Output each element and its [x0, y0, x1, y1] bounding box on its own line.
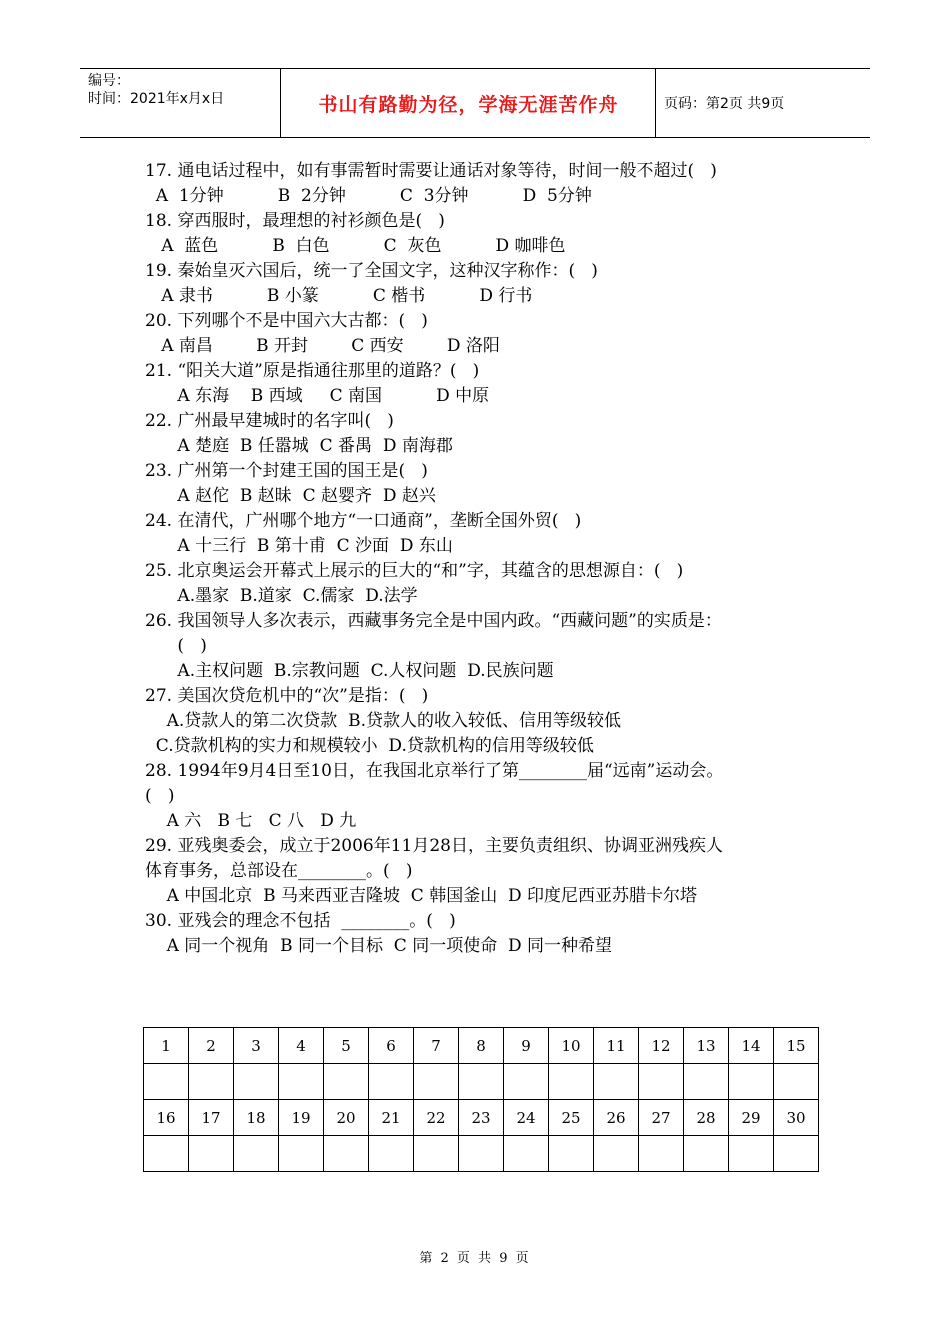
grid-number: 23	[459, 1100, 504, 1136]
grid-number: 10	[549, 1028, 594, 1064]
answer-cell[interactable]	[549, 1136, 594, 1172]
question-line: 19. 秦始皇灭六国后，统一了全国文字，这种汉字称作：( )	[145, 261, 598, 281]
header-meta	[80, 69, 281, 137]
option-line: A 隶书 B 小篆 C 楷书 D 行书	[145, 286, 533, 306]
answer-cell[interactable]	[684, 1064, 729, 1100]
question-line: 25. 北京奥运会开幕式上展示的巨大的“和”字，其蕴含的思想源自：( )	[145, 561, 684, 581]
grid-number: 13	[684, 1028, 729, 1064]
grid-number: 14	[729, 1028, 774, 1064]
option-line: A 十三行 B 第十甫 C 沙面 D 东山	[145, 536, 453, 556]
answer-cell[interactable]	[729, 1136, 774, 1172]
answer-cell[interactable]	[774, 1064, 819, 1100]
answer-cell[interactable]	[144, 1064, 189, 1100]
question-line: 22. 广州最早建城时的名字叫( )	[145, 411, 394, 431]
question-line: 20. 下列哪个不是中国六大古都：( )	[145, 311, 428, 331]
question-line: 21. “阳关大道”原是指通往那里的道路？( )	[145, 361, 480, 381]
option-line: A 六 B 七 C 八 D 九	[145, 811, 357, 831]
grid-number: 2	[189, 1028, 234, 1064]
option-line: A 楚庭 B 任嚣城 C 番禺 D 南海郡	[145, 436, 453, 456]
question-line: 26. 我国领导人多次表示，西藏事务完全是中国内政。“西藏问题”的实质是：	[145, 611, 722, 631]
answer-cell[interactable]	[324, 1136, 369, 1172]
answer-cell[interactable]	[144, 1136, 189, 1172]
code-label: 编号：	[88, 73, 130, 89]
grid-number: 4	[279, 1028, 324, 1064]
answer-cell[interactable]	[594, 1064, 639, 1100]
option-line: A 南昌 B 开封 C 西安 D 洛阳	[145, 336, 500, 356]
answer-cell[interactable]	[774, 1136, 819, 1172]
question-line: 18. 穿西服时，最理想的衬衫颜色是( )	[145, 211, 445, 231]
option-line: A.主权问题 B.宗教问题 C.人权问题 D.民族问题	[145, 661, 554, 681]
grid-number: 15	[774, 1028, 819, 1064]
option-line: A 同一个视角 B 同一个目标 C 同一项使命 D 同一种希望	[145, 936, 613, 956]
answer-cell[interactable]	[414, 1136, 459, 1172]
question-line: ( )	[145, 636, 207, 656]
answer-cell[interactable]	[369, 1136, 414, 1172]
grid-number: 28	[684, 1100, 729, 1136]
grid-number: 19	[279, 1100, 324, 1136]
header-page-info: 页码：第2页 共9页	[664, 96, 785, 112]
grid-number: 8	[459, 1028, 504, 1064]
option-line: A.墨家 B.道家 C.儒家 D.法学	[145, 586, 418, 606]
grid-number: 21	[369, 1100, 414, 1136]
option-line: A 东海 B 西域 C 南国 D 中原	[145, 386, 490, 406]
grid-number: 5	[324, 1028, 369, 1064]
grid-number: 9	[504, 1028, 549, 1064]
grid-number: 11	[594, 1028, 639, 1064]
answer-cell[interactable]	[594, 1136, 639, 1172]
grid-number: 25	[549, 1100, 594, 1136]
question-line: 29. 亚残奥委会，成立于2006年11月28日，主要负责组织、协调亚洲残疾人	[145, 836, 723, 856]
answer-cell[interactable]	[234, 1136, 279, 1172]
grid-number: 30	[774, 1100, 819, 1136]
grid-number: 1	[144, 1028, 189, 1064]
answer-cell[interactable]	[459, 1136, 504, 1172]
header-motto: 书山有路勤为径，学海无涯苦作舟	[282, 69, 656, 137]
option-line: A 1分钟 B 2分钟 C 3分钟 D 5分钟	[145, 186, 592, 206]
answer-cell[interactable]	[459, 1064, 504, 1100]
question-line: 28. 1994年9月4日至10日，在我国北京举行了第________届“远南”运动会。	[145, 761, 724, 781]
answer-cell[interactable]	[189, 1064, 234, 1100]
grid-number: 12	[639, 1028, 684, 1064]
answer-cell[interactable]	[324, 1064, 369, 1100]
grid-number: 24	[504, 1100, 549, 1136]
grid-number: 16	[144, 1100, 189, 1136]
option-line: A 中国北京 B 马来西亚吉隆坡 C 韩国釜山 D 印度尼西亚苏腊卡尔塔	[145, 886, 698, 906]
grid-number: 29	[729, 1100, 774, 1136]
answer-cell[interactable]	[639, 1064, 684, 1100]
grid-number: 18	[234, 1100, 279, 1136]
grid-number: 7	[414, 1028, 459, 1064]
question-line: 23. 广州第一个封建王国的国王是( )	[145, 461, 428, 481]
question-line: 24. 在清代，广州哪个地方“一口通商”，垄断全国外贸( )	[145, 511, 582, 531]
answer-grid	[143, 1027, 819, 1172]
grid-number: 6	[369, 1028, 414, 1064]
answer-cell[interactable]	[189, 1136, 234, 1172]
answer-cell[interactable]	[504, 1064, 549, 1100]
question-line: 30. 亚残会的理念不包括 ________。( )	[145, 911, 456, 931]
answer-cell[interactable]	[549, 1064, 594, 1100]
grid-number: 3	[234, 1028, 279, 1064]
question-line: 17. 通电话过程中，如有事需暂时需要让通话对象等待，时间一般不超过( )	[145, 161, 717, 181]
page-footer: 第 2 页 共 9 页	[419, 1251, 531, 1266]
grid-answer-row	[144, 1064, 819, 1100]
question-line: 27. 美国次贷危机中的“次”是指：( )	[145, 686, 429, 706]
grid-number: 17	[189, 1100, 234, 1136]
answer-cell[interactable]	[369, 1064, 414, 1100]
option-line: A.贷款人的第二次贷款 B.贷款人的收入较低、信用等级较低	[145, 711, 621, 731]
grid-number-row	[144, 1100, 819, 1136]
page-header	[80, 68, 870, 138]
grid-number: 27	[639, 1100, 684, 1136]
option-line: A 赵佗 B 赵昧 C 赵婴齐 D 赵兴	[145, 486, 436, 506]
answer-cell[interactable]	[639, 1136, 684, 1172]
question-line: ( )	[145, 786, 175, 806]
option-line: C.贷款机构的实力和规模较小 D.贷款机构的信用等级较低	[145, 736, 594, 756]
answer-cell[interactable]	[729, 1064, 774, 1100]
answer-cell[interactable]	[504, 1136, 549, 1172]
answer-cell[interactable]	[279, 1064, 324, 1100]
option-line: A 蓝色 B 白色 C 灰色 D 咖啡色	[145, 236, 566, 256]
grid-number: 22	[414, 1100, 459, 1136]
answer-cell[interactable]	[414, 1064, 459, 1100]
grid-number: 26	[594, 1100, 639, 1136]
grid-number: 20	[324, 1100, 369, 1136]
answer-cell[interactable]	[684, 1136, 729, 1172]
question-line: 体育事务，总部设在________。( )	[145, 861, 413, 881]
answer-cell[interactable]	[234, 1064, 279, 1100]
answer-cell[interactable]	[279, 1136, 324, 1172]
time-label: 时间：2021年x月x日	[88, 91, 225, 107]
grid-number-row	[144, 1028, 819, 1064]
grid-answer-row	[144, 1136, 819, 1172]
